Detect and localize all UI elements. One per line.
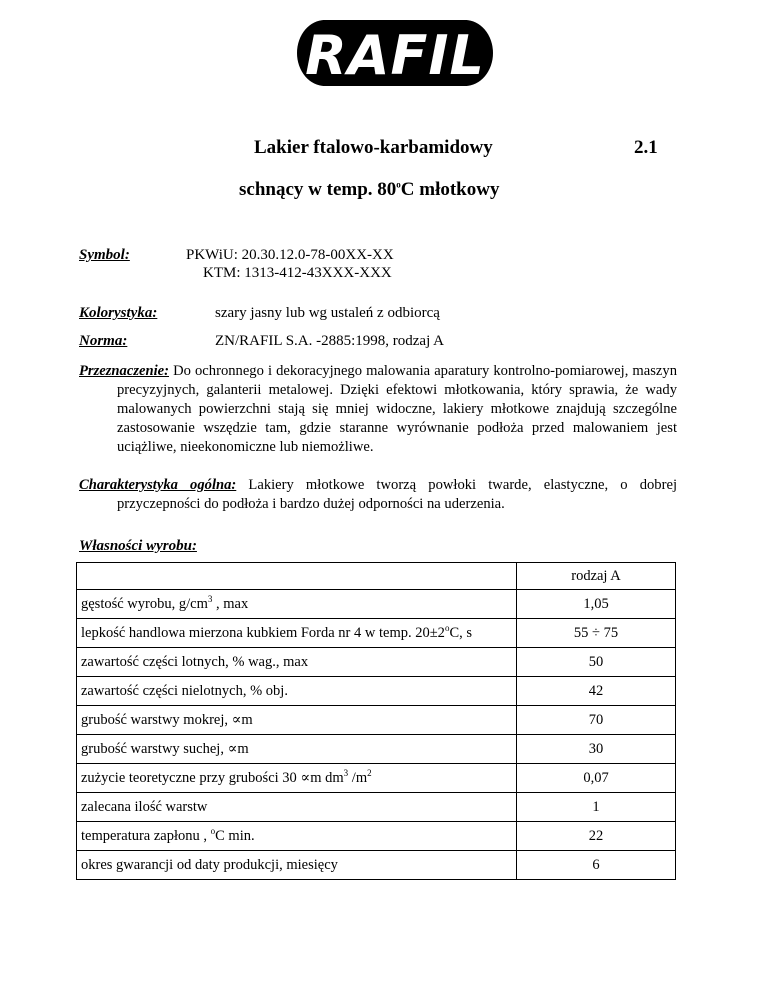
- property-superscript: o: [444, 622, 450, 633]
- property-value: 70: [517, 706, 676, 735]
- property-text: okres gwarancji od daty produkcji, miesięcy: [81, 856, 338, 873]
- przeznaczenie-section: [79, 362, 677, 457]
- charakterystyka-label: Charakterystyka ogólna:: [79, 477, 237, 493]
- subtitle-pre: schnący w temp. 80: [239, 179, 397, 200]
- table-row: [77, 735, 676, 764]
- charakterystyka-text: Lakiery młotkowe tworzą powłoki twarde, elastyczne, o dobrej przyczepności do podłoża i bardzo dużej odporności na uderzenia.: [117, 477, 678, 512]
- property-value: 1: [517, 793, 676, 822]
- table-header-empty: [77, 563, 517, 590]
- table-row: [77, 793, 676, 822]
- property-name: [77, 764, 517, 793]
- table-row: [77, 764, 676, 793]
- table-row: [77, 822, 676, 851]
- product-title: Lakier ftalowo-karbamidowy: [254, 137, 493, 158]
- table-row: [77, 851, 676, 880]
- property-text: gęstość wyrobu, g/cm: [81, 595, 208, 612]
- kolorystyka-value: szary jasny lub wg ustaleń z odbiorcą: [215, 305, 440, 321]
- symbol-pkwiu: PKWiU: 20.30.12.0-78-00XX-XX: [186, 247, 394, 263]
- table-row: [77, 590, 676, 619]
- property-text: zawartość części lotnych, % wag., max: [81, 653, 309, 670]
- property-superscript: 3: [343, 767, 349, 778]
- property-value: 0,07: [517, 764, 676, 793]
- property-text: zalecana ilość warstw: [81, 798, 208, 815]
- property-superscript: o: [210, 825, 216, 836]
- property-name: [77, 677, 517, 706]
- property-text: temperatura zapłonu ,: [81, 827, 211, 844]
- subtitle-degree: o: [396, 179, 401, 190]
- property-name: [77, 793, 517, 822]
- property-text: /m: [348, 769, 368, 786]
- property-text: grubość warstwy suchej, ∝m: [81, 740, 249, 757]
- charakterystyka-section: [79, 476, 677, 514]
- property-text: lepkość handlowa mierzona kubkiem Forda nr 4 w temp. 20±2: [81, 624, 445, 641]
- property-text: grubość warstwy mokrej, ∝m: [81, 711, 253, 728]
- property-value: 30: [517, 735, 676, 764]
- property-value: 6: [517, 851, 676, 880]
- rafil-logo: [295, 18, 495, 88]
- przeznaczenie-label: Przeznaczenie:: [79, 363, 169, 379]
- product-subtitle: [239, 179, 499, 201]
- table-header-rodzaj: rodzaj A: [517, 563, 676, 590]
- table-row: [77, 619, 676, 648]
- property-value: 1,05: [517, 590, 676, 619]
- property-name: [77, 851, 517, 880]
- symbol-ktm: KTM: 1313-412-43XXX-XXX: [203, 265, 392, 281]
- table-row: [77, 677, 676, 706]
- subtitle-post: C młotkowy: [400, 179, 500, 200]
- logo-text: RAFIL: [305, 24, 485, 87]
- property-text: C min.: [215, 827, 255, 844]
- property-name: [77, 619, 517, 648]
- symbol-label: Symbol:: [79, 247, 130, 263]
- property-name: [77, 648, 517, 677]
- property-name: [77, 706, 517, 735]
- property-name: [77, 590, 517, 619]
- property-text: zużycie teoretyczne przy grubości 30 ∝m dm: [81, 769, 344, 786]
- table-row: [77, 648, 676, 677]
- wlasnosci-label: Własności wyrobu:: [79, 538, 197, 554]
- property-text: , max: [212, 595, 249, 612]
- property-text: C, s: [449, 624, 473, 641]
- properties-table: [76, 562, 676, 880]
- table-row: [77, 706, 676, 735]
- kolorystyka-label: Kolorystyka:: [79, 305, 158, 321]
- przeznaczenie-text: Do ochronnego i dekoracyjnego malowania aparatury kontrolno-pomiarowej, maszyn precyzyjnych, galanterii metalowej. Dzięki efektowi młotkowania, który sprawia, że wady malowanych powierzchni stają się mniej widoczne, lakiery młotkowe znajdują szczególne zastosowanie wszędzie tam, gdzie staranne wyrównanie podłoża przed malowaniem jest uciążliwe, nieekonomiczne lub niemożliwe.: [117, 363, 678, 455]
- property-name: [77, 822, 517, 851]
- property-text: zawartość części nielotnych, % obj.: [81, 682, 288, 699]
- property-value: 22: [517, 822, 676, 851]
- product-number: 2.1: [634, 137, 658, 158]
- norma-label: Norma:: [79, 333, 128, 349]
- property-value: 50: [517, 648, 676, 677]
- table-header-row: [77, 563, 676, 590]
- property-superscript: 2: [367, 767, 372, 778]
- property-value: 55 ÷ 75: [517, 619, 676, 648]
- norma-value: ZN/RAFIL S.A. -2885:1998, rodzaj A: [215, 333, 445, 349]
- property-value: 42: [517, 677, 676, 706]
- property-superscript: 3: [207, 593, 213, 604]
- property-name: [77, 735, 517, 764]
